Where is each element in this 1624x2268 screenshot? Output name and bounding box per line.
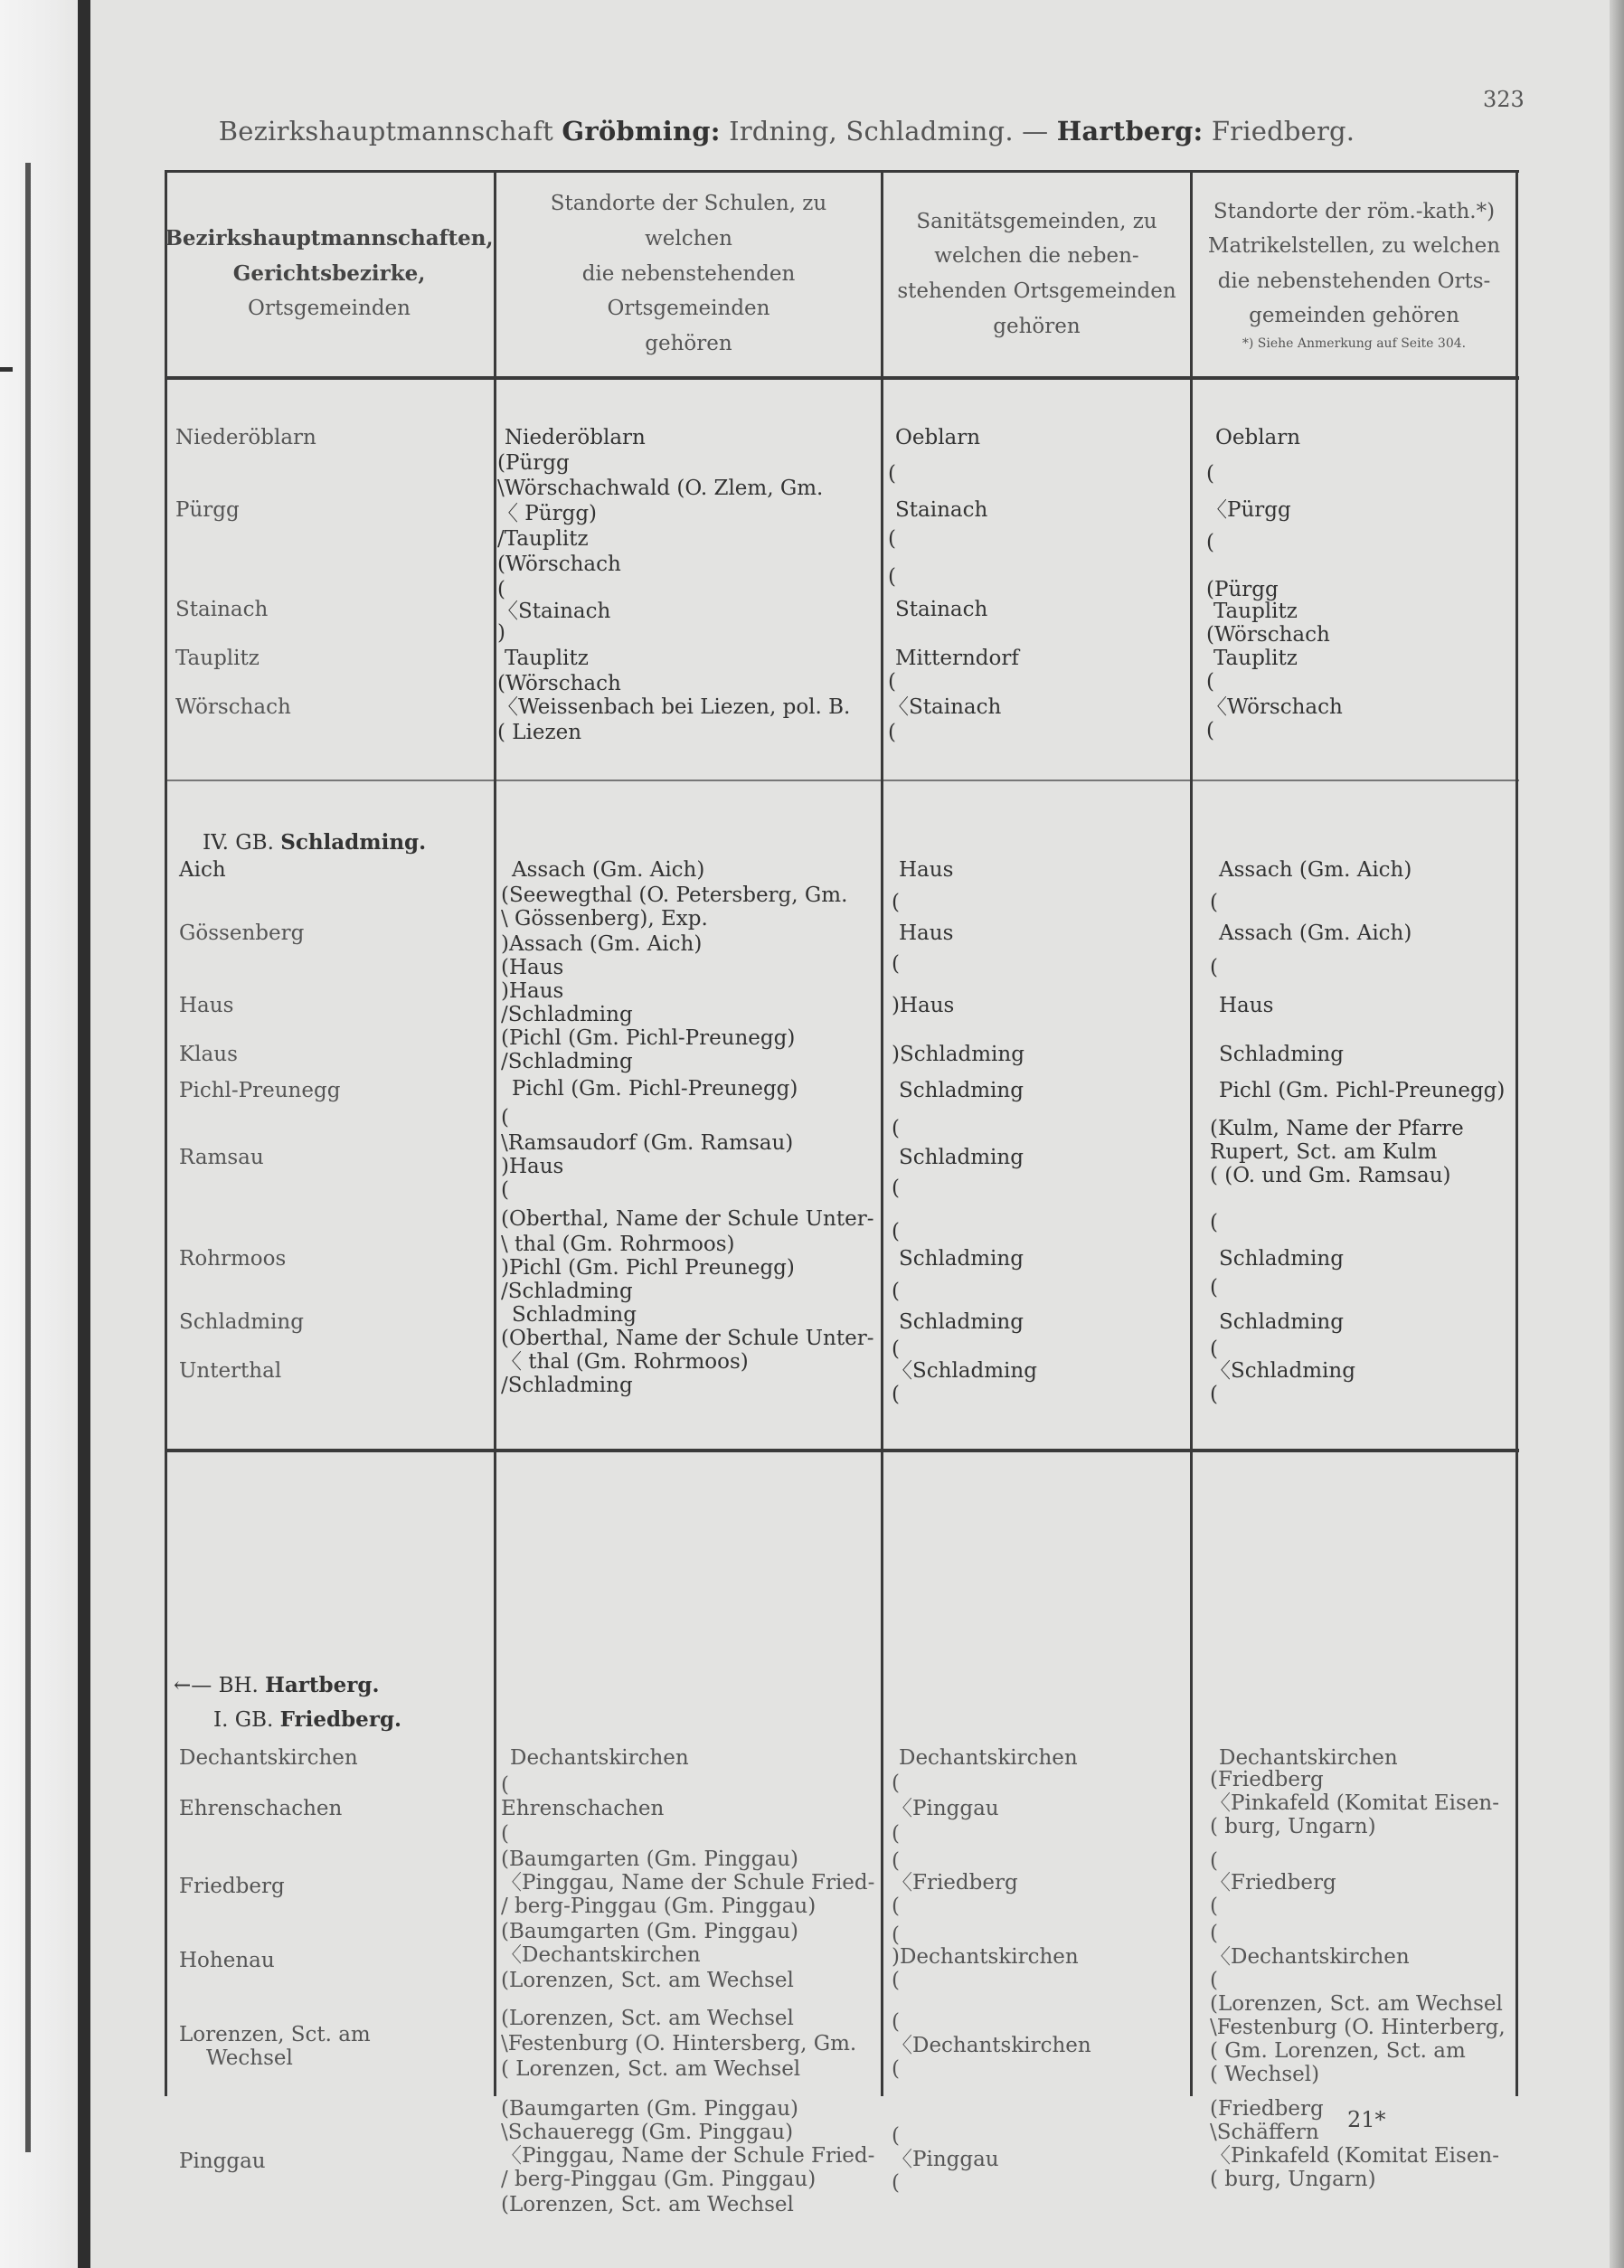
schule-cell: (Baumgarten (Gm. Pinggau) (501, 1920, 798, 1943)
gemeinde-cell: Friedberg (179, 1875, 285, 1898)
matrikel-cell: 〈Dechantskirchen (1210, 1945, 1410, 1969)
schule-cell: Tauplitz (505, 647, 589, 670)
schule-cell: ( (501, 1106, 509, 1129)
matrikel-cell: ( burg, Ungarn) (1210, 1815, 1376, 1838)
sanitaet-cell: ( (892, 1822, 900, 1846)
schule-cell: ( (497, 578, 505, 601)
sanitaet-cell: ( (892, 1337, 900, 1361)
schule-cell: )Haus (501, 979, 564, 1003)
table-right-rule (1515, 170, 1518, 2096)
column-rule-1 (494, 170, 496, 2096)
gemeinde-cell: Unterthal (179, 1359, 282, 1383)
matrikel-cell: ( (1210, 1849, 1218, 1873)
gemeinde-cell: Schladming (179, 1310, 304, 1334)
gemeinde-cell: Wörschach (175, 695, 291, 719)
sanitaet-cell: ( (888, 721, 896, 744)
schule-cell: ( (501, 1822, 509, 1846)
matrikel-cell: ( (1210, 1895, 1218, 1918)
matrikel-cell: (Wörschach (1206, 623, 1330, 647)
schule-cell: (Wörschach (497, 553, 621, 576)
matrikel-cell: (Friedberg (1210, 1768, 1324, 1791)
gemeinde-cell: Wechsel (206, 2046, 293, 2070)
schule-cell: (Lorenzen, Sct. am Wechsel (501, 2193, 794, 2216)
sanitaet-cell: 〈Pinggau (892, 2148, 999, 2171)
sanitaet-cell: Haus (899, 921, 954, 945)
sanitaet-cell: 〈Pinggau (892, 1797, 999, 1820)
sanitaet-cell: ( (892, 1849, 900, 1873)
matrikel-cell: 〈Pinkafeld (Komitat Eisen- (1210, 1791, 1500, 1815)
binding-shadow (78, 0, 90, 2268)
sanitaet-cell: 〈Dechantskirchen (892, 2034, 1091, 2057)
sanitaet-cell: ( (888, 462, 896, 486)
matrikel-cell: ( (1206, 531, 1214, 554)
column-rule-2 (881, 170, 883, 2096)
sanitaet-cell: Mitterndorf (895, 647, 1019, 670)
matrikel-cell: Assach (Gm. Aich) (1219, 858, 1412, 882)
sanitaet-cell: ( (892, 1280, 900, 1303)
gemeinde-cell: Klaus (179, 1043, 238, 1066)
gemeinde-cell: Rohrmoos (179, 1247, 287, 1271)
sanitaet-cell: ( (892, 1923, 900, 1947)
schule-cell: Assach (Gm. Aich) (512, 858, 705, 882)
table-left-rule (165, 170, 167, 2096)
matrikel-cell: Dechantskirchen (1219, 1746, 1398, 1770)
schule-cell: (Lorenzen, Sct. am Wechsel (501, 1969, 794, 1992)
matrikel-cell: Schladming (1219, 1043, 1344, 1066)
schule-cell: \Ramsaudorf (Gm. Ramsau) (501, 1131, 794, 1155)
matrikel-cell: ( burg, Ungarn) (1210, 2168, 1376, 2191)
schule-cell: Pichl (Gm. Pichl-Preunegg) (512, 1077, 798, 1101)
sanitaet-cell: ( (892, 891, 900, 914)
matrikel-cell: Assach (Gm. Aich) (1219, 921, 1412, 945)
running-head: Bezirkshauptmannschaft Gröbming: Irdning, Schladming. — Hartberg: Friedberg. (218, 116, 1355, 146)
matrikel-cell: ( (1206, 719, 1214, 742)
matrikel-cell: ( (1210, 1969, 1218, 1992)
sanitaet-cell: ( (892, 1383, 900, 1406)
margin-tick (0, 367, 13, 372)
scan-margin (0, 0, 90, 2268)
header-sanitaetsgemeinden: Sanitätsgemeinden, zu welchen die neben- stehenden Ortsgemeinden gehören (897, 209, 1176, 338)
sanitaet-cell: ( (892, 2171, 900, 2195)
sanitaet-cell: 〈Stainach (888, 695, 1002, 719)
matrikel-cell: ( (1210, 1922, 1218, 1945)
sanitaet-cell: ( (892, 1220, 900, 1243)
sanitaet-cell: )Haus (892, 994, 955, 1017)
sanitaet-cell: ( (892, 1117, 900, 1140)
matrikel-cell: Schladming (1219, 1310, 1344, 1334)
gemeinde-cell: Lorenzen, Sct. am (179, 2023, 371, 2046)
sanitaet-cell: Haus (899, 858, 954, 882)
gemeinde-cell: Hohenau (179, 1949, 275, 1972)
matrikel-cell: Rupert, Sct. am Kulm (1210, 1140, 1438, 1164)
gemeinde-cell: Haus (179, 994, 234, 1017)
schule-cell: (Pürgg (497, 451, 570, 475)
schule-cell: 〈 thal (Gm. Rohrmoos) (501, 1350, 749, 1374)
schule-cell: ( (501, 1178, 509, 1202)
sanitaet-cell: ( (892, 1177, 900, 1200)
sanitaet-cell: Schladming (899, 1247, 1024, 1271)
matrikel-cell: ( (1210, 956, 1218, 979)
sanitaet-cell: Stainach (895, 598, 988, 621)
sanitaet-cell: ( (892, 952, 900, 976)
matrikel-cell: 〈Wörschach (1206, 695, 1343, 719)
sanitaet-cell: )Dechantskirchen (892, 1945, 1079, 1969)
schule-cell: ( (501, 1773, 509, 1797)
matrikel-cell: 〈Pürgg (1206, 498, 1291, 522)
schule-cell: (Oberthal, Name der Schule Unter- (501, 1207, 874, 1231)
schule-cell: 〈Pinggau, Name der Schule Fried- (501, 1871, 875, 1895)
sanitaet-cell: Dechantskirchen (899, 1746, 1078, 1770)
schule-cell: 〈Weissenbach bei Liezen, pol. B. (497, 695, 851, 719)
gemeinde-cell: Gössenberg (179, 921, 305, 945)
sanitaet-cell: ( (892, 2057, 900, 2081)
schule-cell: )Assach (Gm. Aich) (501, 932, 703, 956)
sanitaet-cell: 〈Friedberg (892, 1871, 1018, 1895)
schule-cell: 〈Pinggau, Name der Schule Fried- (501, 2144, 875, 2168)
schule-cell: (Haus (501, 956, 564, 979)
schule-cell: 〈 Pürgg) (497, 502, 598, 525)
matrikel-cell: (Kulm, Name der Pfarre (1210, 1117, 1464, 1140)
page-number: 323 (1483, 87, 1525, 112)
scan-edge (1610, 0, 1624, 2268)
section-rule-2 (165, 1449, 1519, 1452)
schule-cell: ) (497, 621, 505, 645)
matrikel-cell: \Schäffern (1210, 2121, 1319, 2144)
sanitaet-cell: ( (892, 1772, 900, 1795)
schule-cell: \Schaueregg (Gm. Pinggau) (501, 2121, 794, 2144)
gemeinde-cell: Niederöblarn (175, 426, 316, 449)
bezirk-heading: ←— BH. Hartberg. (174, 1673, 380, 1697)
sanitaet-cell: )Schladming (892, 1043, 1024, 1066)
matrikel-cell: ( (1210, 1276, 1218, 1299)
gerichtsbezirk-heading: I. GB. Friedberg. (213, 1707, 402, 1732)
matrikel-cell: (Lorenzen, Sct. am Wechsel (1210, 1992, 1503, 2016)
matrikel-cell: Haus (1219, 994, 1274, 1017)
header-ortsgemeinden: Bezirkshauptmannschaften, Gerichtsbezirke, Ortsgemeinden (165, 226, 494, 321)
schule-cell: / berg-Pinggau (Gm. Pinggau) (501, 1895, 817, 1918)
matrikel-cell: ( (1210, 1211, 1218, 1234)
matrikel-cell: ( (1206, 670, 1214, 694)
matrikel-cell: ( (1206, 462, 1214, 486)
matrikel-cell: Tauplitz (1213, 600, 1298, 623)
schule-cell: (Oberthal, Name der Schule Unter- (501, 1327, 874, 1350)
matrikel-cell: Oeblarn (1215, 426, 1301, 449)
schule-cell: Niederöblarn (505, 426, 646, 449)
column-rule-3 (1190, 170, 1193, 2096)
header-schulen: Standorte der Schulen, zu welchen die nebenstehenden Ortsgemeinden gehören (550, 192, 827, 355)
sanitaet-cell: ( (888, 565, 896, 589)
sanitaet-cell: ( (888, 670, 896, 694)
schule-cell: Ehrenschachen (501, 1797, 665, 1820)
matrikel-cell: Schladming (1219, 1247, 1344, 1271)
matrikel-cell: ( (O. und Gm. Ramsau) (1210, 1164, 1451, 1187)
schule-cell: (Pichl (Gm. Pichl-Preunegg) (501, 1026, 796, 1050)
gemeinde-cell: Pürgg (175, 498, 240, 522)
schule-cell: (Lorenzen, Sct. am Wechsel (501, 2007, 794, 2030)
matrikel-cell: (Pürgg (1206, 578, 1279, 601)
matrikel-cell: ( Wechsel) (1210, 2063, 1320, 2086)
gemeinde-cell: Pichl-Preunegg (179, 1079, 341, 1102)
signature-mark: 21* (1347, 2107, 1386, 2132)
schule-cell: \Wörschachwald (O. Zlem, Gm. (497, 477, 824, 500)
matrikel-cell: ( Gm. Lorenzen, Sct. am (1210, 2039, 1466, 2063)
gemeinde-cell: Stainach (175, 598, 269, 621)
schule-cell: (Baumgarten (Gm. Pinggau) (501, 1847, 798, 1871)
gerichtsbezirk-heading: IV. GB. Schladming. (203, 830, 427, 855)
sanitaet-cell: ( (892, 2124, 900, 2148)
sanitaet-cell: ( (888, 527, 896, 551)
schule-cell: (Baumgarten (Gm. Pinggau) (501, 2097, 798, 2121)
sanitaet-cell: Schladming (899, 1310, 1024, 1334)
matrikel-cell: ( (1210, 1337, 1218, 1361)
sanitaet-cell: Oeblarn (895, 426, 981, 449)
gemeinde-cell: Dechantskirchen (179, 1746, 358, 1770)
matrikel-cell: Tauplitz (1213, 647, 1298, 670)
schule-cell: /Schladming (501, 1050, 633, 1073)
sanitaet-cell: Schladming (899, 1079, 1024, 1102)
schule-cell: Dechantskirchen (510, 1746, 689, 1770)
matrikel-cell: Pichl (Gm. Pichl-Preunegg) (1219, 1079, 1506, 1102)
matrikel-cell: (Friedberg (1210, 2097, 1324, 2121)
schule-cell: ( Lorenzen, Sct. am Wechsel (501, 2057, 801, 2081)
schule-cell: / berg-Pinggau (Gm. Pinggau) (501, 2168, 817, 2191)
matrikel-cell: 〈Schladming (1210, 1359, 1355, 1383)
sanitaet-cell: ( (892, 1895, 900, 1918)
schule-cell: ( Liezen (497, 721, 582, 744)
schule-cell: )Haus (501, 1155, 564, 1178)
matrikel-cell: 〈Friedberg (1210, 1871, 1336, 1895)
schule-cell: /Tauplitz (497, 527, 589, 551)
schule-cell: /Schladming (501, 1280, 633, 1303)
schule-cell: \Festenburg (O. Hintersberg, Gm. (501, 2032, 857, 2055)
matrikel-cell: ( (1210, 891, 1218, 914)
gemeinde-cell: Ehrenschachen (179, 1797, 343, 1820)
sanitaet-cell: ( (892, 1969, 900, 1992)
header-matrikelstellen: Standorte der röm.-kath.*) Matrikelstellen, zu welchen die nebenstehenden Orts- gemeinden gehören *) Siehe Anmerkung auf Seite 304. (1207, 199, 1501, 352)
gemeinde-cell: Ramsau (179, 1146, 264, 1169)
schule-cell: (Wörschach (497, 672, 621, 695)
sanitaet-cell: Stainach (895, 498, 988, 522)
gemeinde-cell: Tauplitz (175, 647, 260, 670)
schule-cell: Schladming (512, 1303, 637, 1327)
schule-cell: 〈Stainach (497, 600, 611, 623)
schule-cell: )Pichl (Gm. Pichl Preunegg) (501, 1256, 795, 1280)
schule-cell: 〈Dechantskirchen (501, 1943, 701, 1967)
schule-cell: (Seewegthal (O. Petersberg, Gm. (501, 884, 848, 907)
binding-line (25, 163, 31, 2152)
schule-cell: \ Gössenberg), Exp. (501, 907, 708, 931)
matrikel-cell: 〈Pinkafeld (Komitat Eisen- (1210, 2144, 1500, 2168)
section-rule-1 (165, 780, 1519, 781)
gemeinde-cell: Pinggau (179, 2150, 266, 2173)
schule-cell: \ thal (Gm. Rohrmoos) (501, 1233, 735, 1256)
schule-cell: /Schladming (501, 1003, 633, 1026)
gemeinde-cell: Aich (179, 858, 226, 882)
matrikel-cell: ( (1210, 1383, 1218, 1406)
matrikel-cell: \Festenburg (O. Hinterberg, (1210, 2016, 1506, 2039)
sanitaet-cell: 〈Schladming (892, 1359, 1037, 1383)
sanitaet-cell: ( (892, 2010, 900, 2034)
sanitaet-cell: Schladming (899, 1146, 1024, 1169)
schule-cell: /Schladming (501, 1374, 633, 1397)
